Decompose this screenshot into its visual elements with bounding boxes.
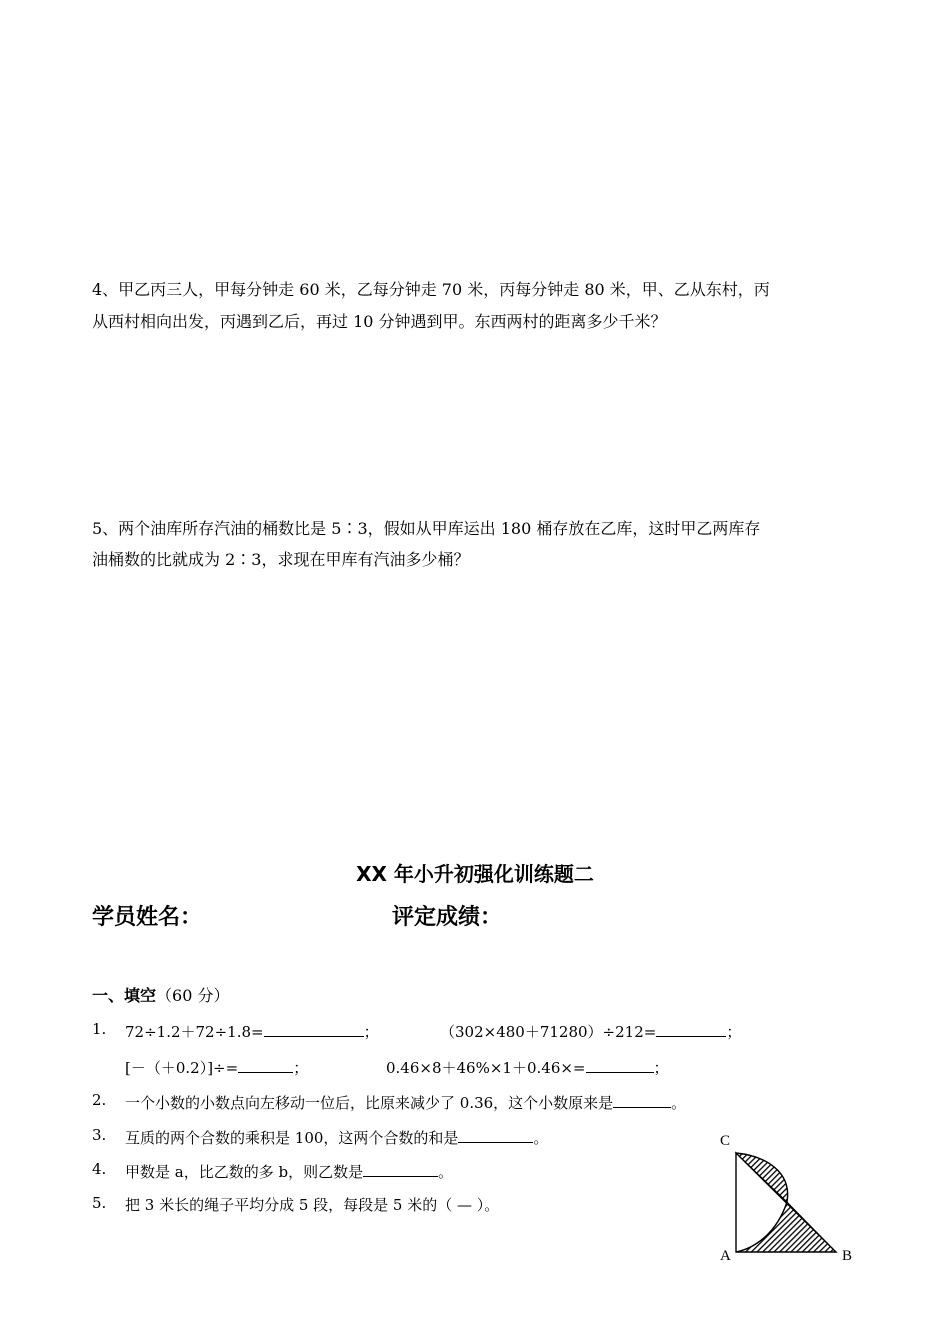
problem-5-line-1: 5、两个油库所存汽油的桶数比是 5∶3，假如从甲库运出 180 桶存放在乙库，这时甲乙两库存 (92, 519, 761, 538)
geometry-figure (714, 1130, 864, 1274)
answer-blank-4[interactable] (363, 1160, 438, 1177)
question-3 (125, 1126, 548, 1148)
answer-blank-1d[interactable] (586, 1056, 654, 1073)
question-2-end: 。 (671, 1094, 687, 1112)
section-heading-score: （60 分） (156, 986, 230, 1005)
question-2 (125, 1091, 686, 1113)
question-4 (125, 1160, 453, 1182)
question-2-text: 一个小数的小数点向左移动一位后，比原来减少了 0.36，这个小数原来是 (125, 1094, 614, 1112)
question-4-text: 甲数是 a，比乙数的多 b，则乙数是 (125, 1163, 364, 1181)
shaded-region-bottom (736, 1202, 836, 1252)
student-name-label: 学员姓名： (92, 905, 203, 930)
question-4-end: 。 (438, 1163, 454, 1181)
question-1b (440, 1020, 741, 1042)
question-1-number: 1. (92, 1020, 107, 1038)
question-2-number: 2. (92, 1091, 107, 1109)
question-3-number: 3. (92, 1126, 107, 1144)
problem-5-line-2: 油桶数的比就成为 2∶3，求现在甲库有汽油多少桶？ (92, 550, 470, 569)
geometry-figure-svg (714, 1130, 864, 1270)
answer-blank-1a[interactable] (264, 1020, 364, 1037)
problem-4-line-1: 4、甲乙丙三人，甲每分钟走 60 米，乙每分钟走 70 米，丙每分钟走 80 米，甲、乙从东村，丙 (92, 280, 770, 299)
question-1d-end: ； (653, 1059, 669, 1077)
section-heading (92, 983, 229, 1006)
question-1c-end: ； (293, 1059, 309, 1077)
question-1d-text: 0.46×8＋46%×1＋0.46×= (386, 1059, 586, 1077)
answer-blank-1b[interactable] (656, 1020, 726, 1037)
label-b: B (842, 1248, 853, 1264)
question-5-number: 5. (92, 1194, 107, 1212)
section-heading-bold: 一、填空 (92, 986, 157, 1005)
question-1a (125, 1020, 379, 1042)
question-1b-text: （302×480＋71280）÷212= (440, 1023, 657, 1041)
label-c: C (720, 1133, 731, 1149)
question-1d (386, 1056, 669, 1078)
question-1a-end: ； (363, 1023, 379, 1041)
question-4-number: 4. (92, 1160, 107, 1178)
label-a: A (720, 1248, 731, 1264)
answer-blank-1c[interactable] (238, 1056, 293, 1073)
page-title: XX 年小升初强化训练题二 (356, 862, 594, 886)
question-1c-text: [－（＋0.2）]÷= (125, 1059, 239, 1077)
question-1b-end: ； (726, 1023, 742, 1041)
question-3-end: 。 (533, 1129, 549, 1147)
question-1c (125, 1056, 308, 1078)
answer-blank-2[interactable] (613, 1091, 671, 1108)
question-5-text: 把 3 米长的绳子平均分成 5 段，每段是 5 米的（ — ）。 (125, 1196, 500, 1214)
problem-4-line-2: 从西村相向出发，丙遇到乙后，再过 10 分钟遇到甲。东西两村的距离多少千米？ (92, 312, 667, 331)
question-1a-text: 72÷1.2＋72÷1.8= (125, 1023, 264, 1041)
answer-blank-3[interactable] (458, 1126, 533, 1143)
grade-label: 评定成绩： (392, 905, 503, 930)
question-3-text: 互质的两个合数的乘积是 100，这两个合数的和是 (125, 1129, 459, 1147)
